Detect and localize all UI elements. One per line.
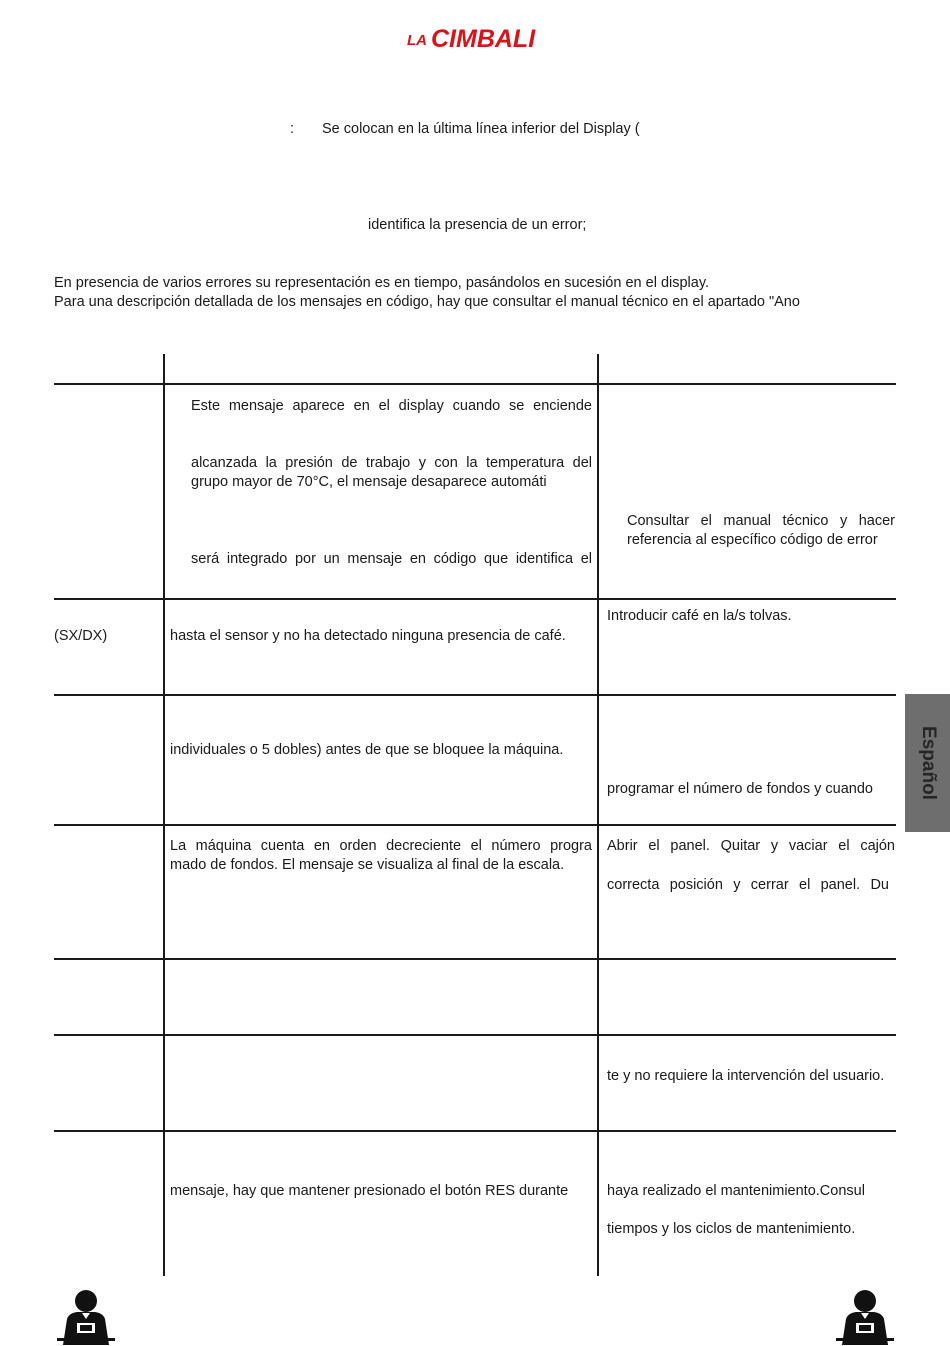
table-cell: Consultar el manual técnico y hacer — [627, 513, 895, 529]
table-cell: (SX/DX) — [54, 628, 108, 644]
table-row-line — [54, 1130, 896, 1132]
intro-line-2: identifica la presencia de un error; — [368, 217, 587, 233]
intro-line-1: Se colocan en la última línea inferior del Display ( — [322, 121, 640, 137]
table-cell: hasta el sensor y no ha detectado ninguna presencia de café. — [170, 628, 566, 644]
table-divider-1 — [163, 354, 165, 1276]
table-row-line — [54, 598, 896, 600]
table-cell: te y no requiere la intervención del usuario. — [607, 1068, 885, 1084]
table-cell: correcta posición y cerrar el panel. Du — [607, 877, 889, 893]
logo-prefix: LA — [407, 32, 427, 49]
table-cell: La máquina cuenta en orden decreciente el número progra — [170, 838, 592, 854]
table-cell: alcanzada la presión de trabajo y con la temperatura del — [191, 455, 592, 471]
brand-logo — [405, 20, 545, 54]
table-row-line — [54, 824, 896, 826]
intro-colon: : — [290, 121, 295, 137]
table-cell: programar el número de fondos y cuando — [607, 781, 873, 797]
language-tab — [905, 694, 950, 832]
intro-paragraph-2: Para una descripción detallada de los mensajes en código, hay que consultar el manual técnico en el apartado "Ano — [54, 294, 800, 310]
table-divider-2 — [597, 354, 599, 1276]
table-cell: mado de fondos. El mensaje se visualiza al final de la escala. — [170, 857, 565, 873]
table-row-line — [54, 958, 896, 960]
table-header-line — [54, 383, 896, 385]
cimbali-logo-icon — [405, 20, 545, 54]
intro-paragraph-1: En presencia de varios errores su representación es en tiempo, pasándolos en sucesión en el display. — [54, 275, 710, 291]
table-row-line — [54, 694, 896, 696]
table-cell: Este mensaje aparece en el display cuando se enciende — [191, 398, 592, 414]
table-cell: será integrado por un mensaje en código que identifica el — [191, 551, 592, 567]
waiter-icon — [55, 1289, 117, 1345]
table-cell: tiempos y los ciclos de mantenimiento. — [607, 1221, 856, 1237]
table-cell: individuales o 5 dobles) antes de que se bloquee la máquina. — [170, 742, 564, 758]
table-cell: Abrir el panel. Quitar y vaciar el cajón — [607, 838, 895, 854]
table-cell: Introducir café en la/s tolvas. — [607, 608, 792, 624]
waiter-icon — [834, 1289, 896, 1345]
table-cell: referencia al específico código de error — [627, 532, 878, 548]
language-tab-label: Español — [917, 726, 939, 800]
table-cell: grupo mayor de 70°C, el mensaje desaparece automáti — [191, 474, 547, 490]
table-cell: mensaje, hay que mantener presionado el botón RES durante — [170, 1183, 569, 1199]
logo-name: CIMBALI — [431, 25, 536, 53]
table-cell: haya realizado el mantenimiento.Consul — [607, 1183, 865, 1199]
table-row-line — [54, 1034, 896, 1036]
